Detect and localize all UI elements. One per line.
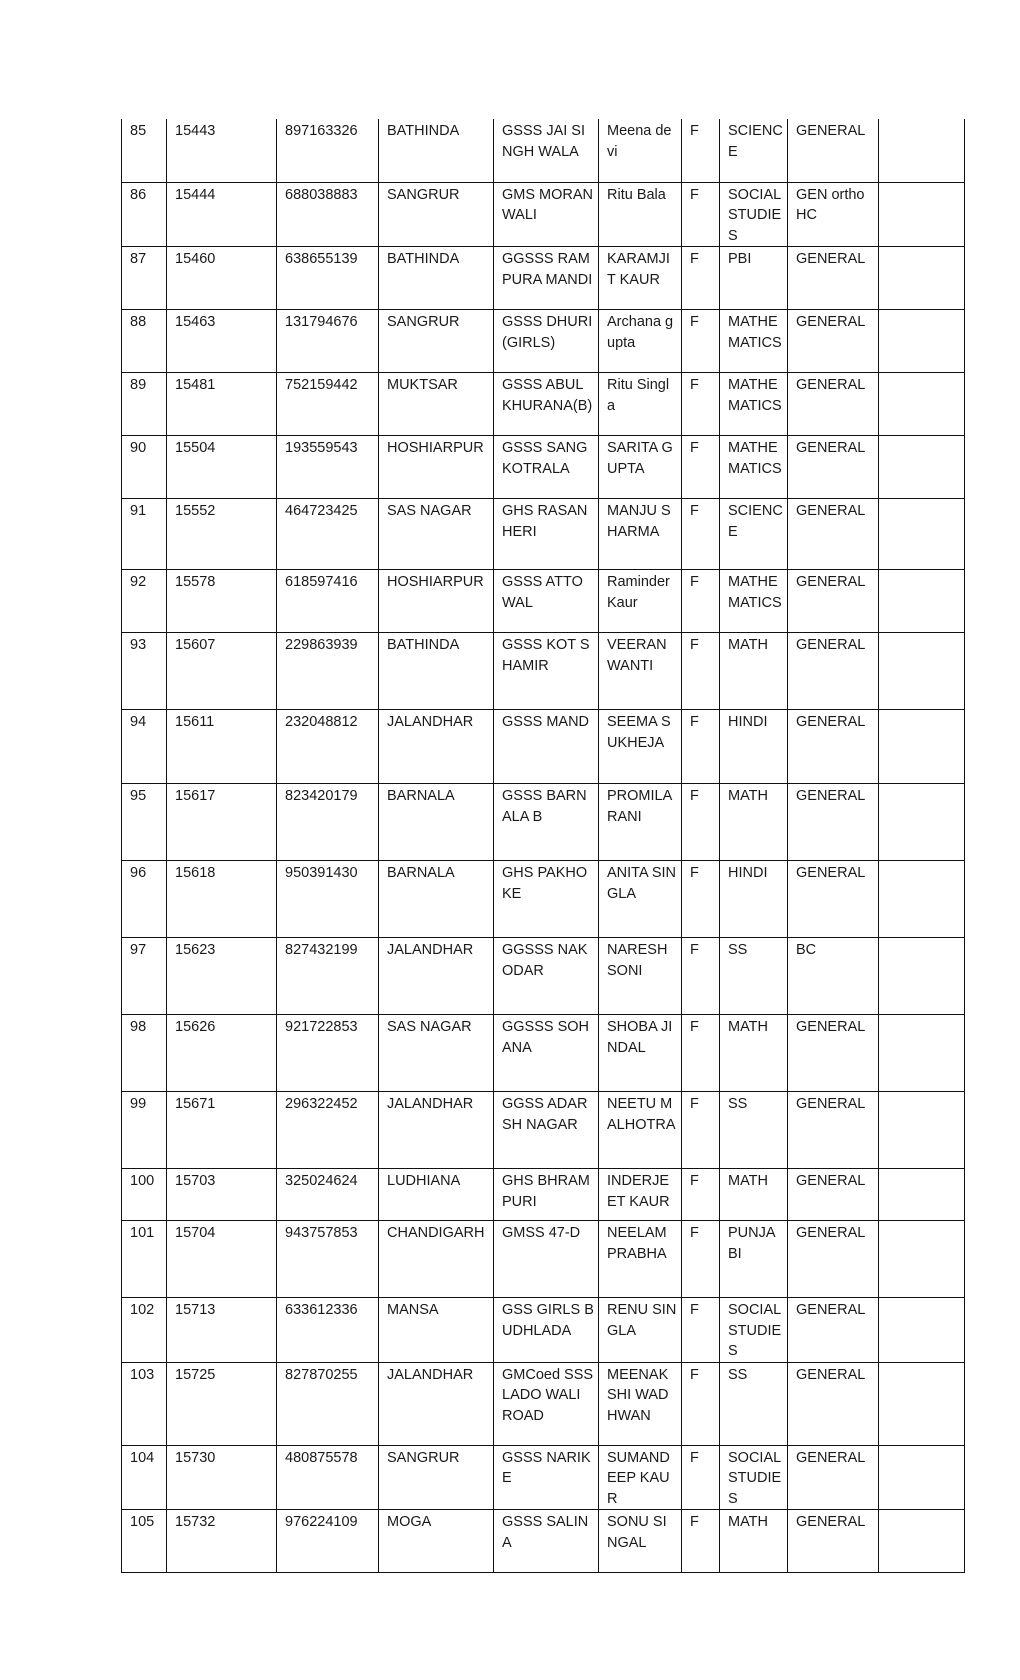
table-row (122, 1298, 965, 1363)
id-cell: 15730 (167, 1445, 277, 1510)
id-cell: 15444 (167, 182, 277, 247)
district-cell: SANGRUR (379, 310, 494, 373)
table-row (122, 1169, 965, 1221)
id-cell: 15481 (167, 373, 277, 436)
id-cell: 15713 (167, 1298, 277, 1363)
school-cell: GGSSS NAKODAR (494, 938, 599, 1015)
id-cell: 15611 (167, 710, 277, 784)
district-cell: BATHINDA (379, 119, 494, 182)
subject-cell: MATHEMATICS (720, 373, 788, 436)
school-cell: GSSS DHURI (GIRLS) (494, 310, 599, 373)
name-cell: Ritu Singla (599, 373, 682, 436)
serial-number-cell: 103 (122, 1362, 167, 1445)
remarks-cell (879, 182, 965, 247)
name-cell: SHOBA JINDAL (599, 1015, 682, 1092)
gender-cell: F (682, 1092, 720, 1169)
remarks-cell (879, 784, 965, 861)
remarks-cell (879, 1362, 965, 1445)
category-cell: GENERAL (788, 861, 879, 938)
name-cell: RENU SINGLA (599, 1298, 682, 1363)
gender-cell: F (682, 938, 720, 1015)
school-cell: GSSS SALINA (494, 1510, 599, 1573)
category-cell: GENERAL (788, 1015, 879, 1092)
school-cell: GGSS ADARSH NAGAR (494, 1092, 599, 1169)
table-row (122, 1015, 965, 1092)
category-cell: GENERAL (788, 1510, 879, 1573)
serial-number-cell: 93 (122, 633, 167, 710)
code-cell: 950391430 (277, 861, 379, 938)
remarks-cell (879, 861, 965, 938)
gender-cell: F (682, 1221, 720, 1298)
gender-cell: F (682, 710, 720, 784)
school-cell: GSSS ATTOWAL (494, 570, 599, 633)
code-cell: 618597416 (277, 570, 379, 633)
school-cell: GMCoed SSS LADO WALI ROAD (494, 1362, 599, 1445)
table-row (122, 1221, 965, 1298)
table-row (122, 861, 965, 938)
district-cell: JALANDHAR (379, 938, 494, 1015)
code-cell: 229863939 (277, 633, 379, 710)
remarks-cell (879, 938, 965, 1015)
name-cell: NEELAM PRABHA (599, 1221, 682, 1298)
district-cell: BATHINDA (379, 633, 494, 710)
teacher-list-table (121, 119, 965, 1573)
category-cell: GENERAL (788, 1092, 879, 1169)
district-cell: MOGA (379, 1510, 494, 1573)
code-cell: 296322452 (277, 1092, 379, 1169)
school-cell: GHS PAKHO KE (494, 861, 599, 938)
school-cell: GSS GIRLS BUDHLADA (494, 1298, 599, 1363)
id-cell: 15552 (167, 499, 277, 570)
category-cell: GENERAL (788, 436, 879, 499)
remarks-cell (879, 310, 965, 373)
gender-cell: F (682, 436, 720, 499)
remarks-cell (879, 1445, 965, 1510)
id-cell: 15703 (167, 1169, 277, 1221)
id-cell: 15443 (167, 119, 277, 182)
subject-cell: SS (720, 938, 788, 1015)
district-cell: SAS NAGAR (379, 1015, 494, 1092)
subject-cell: MATH (720, 784, 788, 861)
name-cell: KARAMJIT KAUR (599, 247, 682, 310)
school-cell: GSSS KOT SHAMIR (494, 633, 599, 710)
district-cell: BARNALA (379, 861, 494, 938)
table-row (122, 633, 965, 710)
school-cell: GSSS NARIKE (494, 1445, 599, 1510)
subject-cell: MATH (720, 1510, 788, 1573)
serial-number-cell: 95 (122, 784, 167, 861)
gender-cell: F (682, 247, 720, 310)
subject-cell: MATH (720, 633, 788, 710)
district-cell: SAS NAGAR (379, 499, 494, 570)
name-cell: Meena devi (599, 119, 682, 182)
name-cell: Archana gupta (599, 310, 682, 373)
gender-cell: F (682, 633, 720, 710)
remarks-cell (879, 570, 965, 633)
name-cell: NEETU MALHOTRA (599, 1092, 682, 1169)
table-row (122, 247, 965, 310)
id-cell: 15626 (167, 1015, 277, 1092)
table-row (122, 119, 965, 182)
code-cell: 193559543 (277, 436, 379, 499)
serial-number-cell: 87 (122, 247, 167, 310)
serial-number-cell: 98 (122, 1015, 167, 1092)
code-cell: 480875578 (277, 1445, 379, 1510)
id-cell: 15618 (167, 861, 277, 938)
remarks-cell (879, 1510, 965, 1573)
subject-cell: SCIENCE (720, 499, 788, 570)
gender-cell: F (682, 1169, 720, 1221)
id-cell: 15578 (167, 570, 277, 633)
category-cell: GENERAL (788, 373, 879, 436)
subject-cell: MATHEMATICS (720, 310, 788, 373)
subject-cell: SS (720, 1092, 788, 1169)
school-cell: GMS MORAN WALI (494, 182, 599, 247)
name-cell: Ritu Bala (599, 182, 682, 247)
subject-cell: SOCIAL STUDIES (720, 182, 788, 247)
subject-cell: PBI (720, 247, 788, 310)
table-row (122, 182, 965, 247)
district-cell: HOSHIARPUR (379, 570, 494, 633)
remarks-cell (879, 1169, 965, 1221)
gender-cell: F (682, 119, 720, 182)
subject-cell: SOCIAL STUDIES (720, 1445, 788, 1510)
gender-cell: F (682, 1445, 720, 1510)
table-row (122, 1092, 965, 1169)
remarks-cell (879, 1221, 965, 1298)
code-cell: 921722853 (277, 1015, 379, 1092)
id-cell: 15671 (167, 1092, 277, 1169)
category-cell: GENERAL (788, 499, 879, 570)
code-cell: 131794676 (277, 310, 379, 373)
name-cell: VEERAN WANTI (599, 633, 682, 710)
remarks-cell (879, 436, 965, 499)
subject-cell: SOCIAL STUDIES (720, 1298, 788, 1363)
subject-cell: HINDI (720, 861, 788, 938)
category-cell: GENERAL (788, 119, 879, 182)
remarks-cell (879, 633, 965, 710)
remarks-cell (879, 499, 965, 570)
district-cell: SANGRUR (379, 1445, 494, 1510)
school-cell: GHS BHRAMPURI (494, 1169, 599, 1221)
id-cell: 15704 (167, 1221, 277, 1298)
district-cell: HOSHIARPUR (379, 436, 494, 499)
code-cell: 752159442 (277, 373, 379, 436)
id-cell: 15504 (167, 436, 277, 499)
gender-cell: F (682, 570, 720, 633)
code-cell: 897163326 (277, 119, 379, 182)
remarks-cell (879, 1015, 965, 1092)
name-cell: SARITA GUPTA (599, 436, 682, 499)
name-cell: INDERJEET KAUR (599, 1169, 682, 1221)
category-cell: GENERAL (788, 310, 879, 373)
table-row (122, 310, 965, 373)
name-cell: SEEMA SUKHEJA (599, 710, 682, 784)
id-cell: 15463 (167, 310, 277, 373)
id-cell: 15607 (167, 633, 277, 710)
table-row (122, 710, 965, 784)
district-cell: CHANDIGARH (379, 1221, 494, 1298)
category-cell: GENERAL (788, 1445, 879, 1510)
district-cell: JALANDHAR (379, 710, 494, 784)
gender-cell: F (682, 1362, 720, 1445)
code-cell: 232048812 (277, 710, 379, 784)
serial-number-cell: 105 (122, 1510, 167, 1573)
subject-cell: MATHEMATICS (720, 436, 788, 499)
table-body (122, 119, 965, 1573)
category-cell: GENERAL (788, 570, 879, 633)
table-row (122, 1510, 965, 1573)
serial-number-cell: 90 (122, 436, 167, 499)
remarks-cell (879, 1298, 965, 1363)
serial-number-cell: 96 (122, 861, 167, 938)
id-cell: 15460 (167, 247, 277, 310)
gender-cell: F (682, 861, 720, 938)
table-row (122, 499, 965, 570)
gender-cell: F (682, 373, 720, 436)
serial-number-cell: 94 (122, 710, 167, 784)
school-cell: GSSS MAND (494, 710, 599, 784)
gender-cell: F (682, 784, 720, 861)
gender-cell: F (682, 1298, 720, 1363)
serial-number-cell: 88 (122, 310, 167, 373)
school-cell: GGSSS SOHANA (494, 1015, 599, 1092)
school-cell: GHS RASANHERI (494, 499, 599, 570)
category-cell: GENERAL (788, 784, 879, 861)
subject-cell: SS (720, 1362, 788, 1445)
serial-number-cell: 92 (122, 570, 167, 633)
school-cell: GSSS ABUL KHURANA(B) (494, 373, 599, 436)
table-row (122, 784, 965, 861)
subject-cell: MATH (720, 1015, 788, 1092)
district-cell: JALANDHAR (379, 1092, 494, 1169)
category-cell: GENERAL (788, 1298, 879, 1363)
school-cell: GSSS BARNALA B (494, 784, 599, 861)
gender-cell: F (682, 182, 720, 247)
district-cell: LUDHIANA (379, 1169, 494, 1221)
code-cell: 943757853 (277, 1221, 379, 1298)
code-cell: 823420179 (277, 784, 379, 861)
name-cell: PROMILA RANI (599, 784, 682, 861)
gender-cell: F (682, 1510, 720, 1573)
district-cell: BATHINDA (379, 247, 494, 310)
category-cell: GENERAL (788, 1362, 879, 1445)
subject-cell: MATH (720, 1169, 788, 1221)
serial-number-cell: 85 (122, 119, 167, 182)
serial-number-cell: 100 (122, 1169, 167, 1221)
code-cell: 464723425 (277, 499, 379, 570)
name-cell: MANJU SHARMA (599, 499, 682, 570)
category-cell: GENERAL (788, 1169, 879, 1221)
code-cell: 976224109 (277, 1510, 379, 1573)
table-row (122, 1362, 965, 1445)
remarks-cell (879, 1092, 965, 1169)
subject-cell: MATHEMATICS (720, 570, 788, 633)
district-cell: JALANDHAR (379, 1362, 494, 1445)
district-cell: MUKTSAR (379, 373, 494, 436)
name-cell: SUMANDEEP KAUR (599, 1445, 682, 1510)
district-cell: SANGRUR (379, 182, 494, 247)
gender-cell: F (682, 1015, 720, 1092)
code-cell: 638655139 (277, 247, 379, 310)
name-cell: NARESH SONI (599, 938, 682, 1015)
school-cell: GMSS 47-D (494, 1221, 599, 1298)
category-cell: GEN ortho HC (788, 182, 879, 247)
code-cell: 827432199 (277, 938, 379, 1015)
gender-cell: F (682, 499, 720, 570)
table-row (122, 373, 965, 436)
remarks-cell (879, 710, 965, 784)
gender-cell: F (682, 310, 720, 373)
code-cell: 688038883 (277, 182, 379, 247)
school-cell: GGSSS RAMPURA MANDI (494, 247, 599, 310)
remarks-cell (879, 119, 965, 182)
serial-number-cell: 102 (122, 1298, 167, 1363)
name-cell: ANITA SINGLA (599, 861, 682, 938)
code-cell: 325024624 (277, 1169, 379, 1221)
school-cell: GSSS JAI SINGH WALA (494, 119, 599, 182)
category-cell: GENERAL (788, 633, 879, 710)
id-cell: 15732 (167, 1510, 277, 1573)
code-cell: 633612336 (277, 1298, 379, 1363)
name-cell: SONU SINGAL (599, 1510, 682, 1573)
district-cell: BARNALA (379, 784, 494, 861)
subject-cell: HINDI (720, 710, 788, 784)
category-cell: GENERAL (788, 247, 879, 310)
serial-number-cell: 89 (122, 373, 167, 436)
table-row (122, 1445, 965, 1510)
code-cell: 827870255 (277, 1362, 379, 1445)
serial-number-cell: 101 (122, 1221, 167, 1298)
school-cell: GSSS SANGKOTRALA (494, 436, 599, 499)
remarks-cell (879, 247, 965, 310)
name-cell: MEENAKSHI WADHWAN (599, 1362, 682, 1445)
subject-cell: PUNJABI (720, 1221, 788, 1298)
category-cell: GENERAL (788, 1221, 879, 1298)
serial-number-cell: 86 (122, 182, 167, 247)
subject-cell: SCIENCE (720, 119, 788, 182)
id-cell: 15617 (167, 784, 277, 861)
remarks-cell (879, 373, 965, 436)
category-cell: BC (788, 938, 879, 1015)
serial-number-cell: 97 (122, 938, 167, 1015)
district-cell: MANSA (379, 1298, 494, 1363)
serial-number-cell: 99 (122, 1092, 167, 1169)
serial-number-cell: 104 (122, 1445, 167, 1510)
table-row (122, 938, 965, 1015)
id-cell: 15623 (167, 938, 277, 1015)
table-row (122, 436, 965, 499)
id-cell: 15725 (167, 1362, 277, 1445)
name-cell: Raminder Kaur (599, 570, 682, 633)
table-row (122, 570, 965, 633)
category-cell: GENERAL (788, 710, 879, 784)
serial-number-cell: 91 (122, 499, 167, 570)
